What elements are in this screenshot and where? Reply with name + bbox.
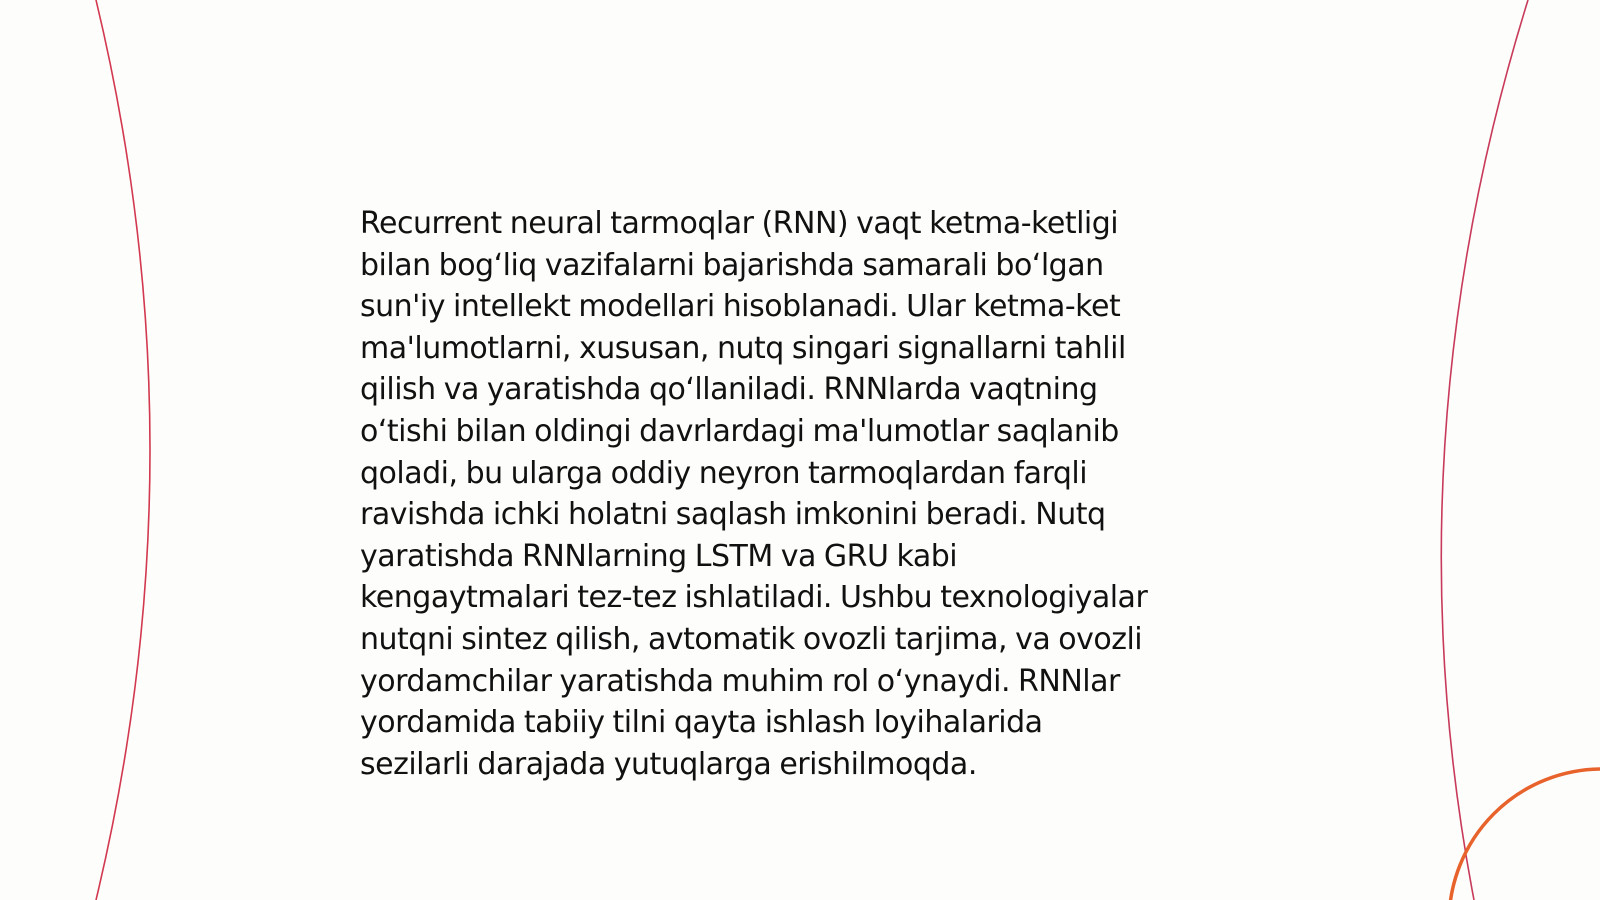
paragraph-line: yordamida tabiiy tilni qayta ishlash loyihalarida	[360, 705, 1043, 741]
paragraph-line: o‘tishi bilan oldingi davrlardagi ma'lumotlar saqlanib	[360, 413, 1119, 449]
paragraph-line: Recurrent neural tarmoqlar (RNN) vaqt ketma-ketligi	[360, 206, 1119, 241]
paragraph-line: ravishda ichki holatni saqlash imkonini beradi. Nutq	[360, 497, 1106, 533]
paragraph-line: bilan bog‘liq vazifalarni bajarishda samarali bo‘lgan	[360, 247, 1104, 283]
paragraph-line: kengaytmalari tez-tez ishlatiladi. Ushbu texnologiyalar	[360, 580, 1148, 616]
paragraph-line: ma'lumotlarni, xususan, nutq singari signallarni tahlil	[360, 330, 1126, 366]
paragraph-line: yaratishda RNNlarning LSTM va GRU kabi	[360, 538, 958, 574]
paragraph-line: nutqni sintez qilish, avtomatik ovozli tarjima, va ovozli	[360, 621, 1143, 657]
paragraph-line: sezilarli darajada yutuqlarga erishilmoqda.	[360, 746, 977, 782]
paragraph-line: qilish va yaratishda qo‘llaniladi. RNNlarda vaqtning	[360, 372, 1098, 408]
right-arc	[1441, 0, 1528, 900]
paragraph-line: sun'iy intellekt modellari hisoblanadi. Ular ketma-ket	[360, 289, 1121, 325]
orange-ring	[1449, 769, 1600, 900]
paragraph-line: yordamchilar yaratishda muhim rol o‘ynaydi. RNNlar	[360, 663, 1120, 699]
body-paragraph	[360, 203, 1265, 785]
left-arc	[96, 0, 150, 900]
paragraph-line: qoladi, bu ularga oddiy neyron tarmoqlardan farqli	[360, 455, 1088, 491]
